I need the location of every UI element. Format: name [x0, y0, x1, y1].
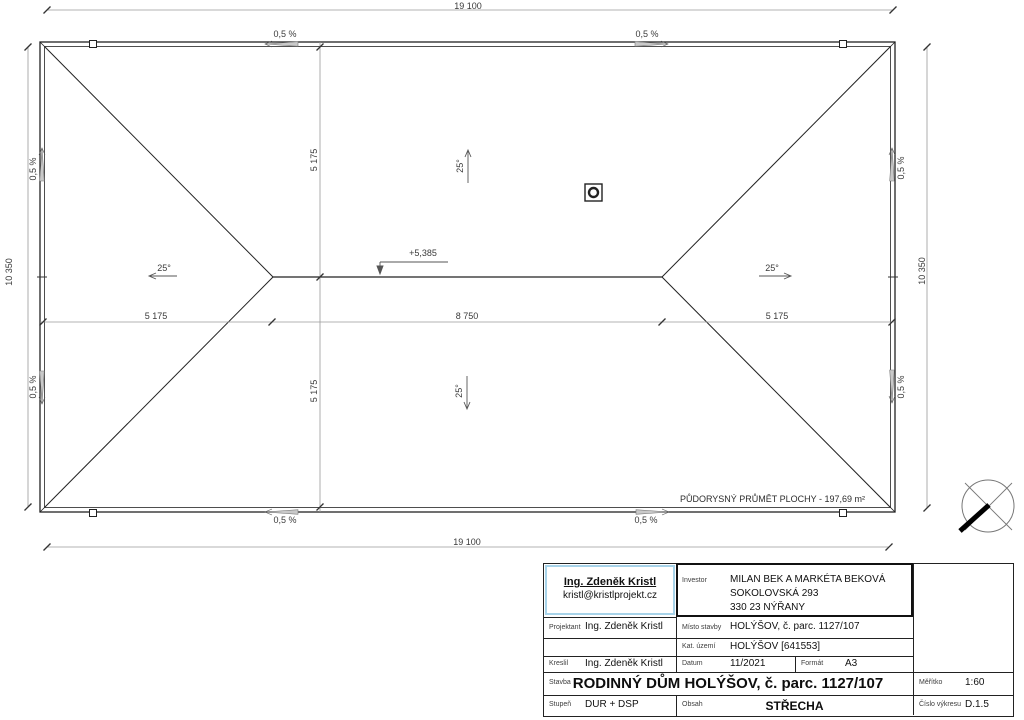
obsah-label: Obsah: [682, 701, 703, 708]
gutter-slope-top-left: 0,5 %: [273, 29, 297, 39]
misto-stavby-label: Místo stavby: [682, 624, 722, 631]
gutter-slope-right-upper: 0,5 %: [896, 156, 906, 180]
roof-slope-down: 25°: [454, 384, 464, 398]
dimension-lines: [28, 10, 927, 547]
dim-total-height-right: 10 350: [917, 257, 927, 285]
dim-half-span-lower: 5 175: [309, 379, 319, 403]
cislo-vykresu-label: Číslo výkresu: [919, 701, 962, 708]
company-email: kristl@kristlprojekt.cz: [562, 590, 658, 601]
stavba-value: RODINNÝ DŮM HOLÝŠOV, č. parc. 1127/107: [572, 675, 884, 692]
investor-name: MILAN BEK A MARKÉTA BEKOVÁ: [730, 574, 886, 585]
gutter-slope-left-upper: 0,5 %: [28, 157, 38, 181]
dim-half-span-left: 5 175: [144, 311, 168, 321]
north-arrow-icon: [960, 480, 1014, 532]
dim-half-span-right: 5 175: [765, 311, 789, 321]
investor-city: 330 23 NÝŘANY: [730, 602, 806, 613]
tb-grid-line: [543, 672, 1013, 673]
projektant-value: Ing. Zdeněk Kristl: [585, 621, 663, 632]
misto-stavby-value: HOLÝŠOV, č. parc. 1127/107: [730, 621, 860, 632]
tb-grid-line: [543, 656, 913, 657]
plan-area-note: PŮDORYSNÝ PRŮMĚT PLOCHY - 197,69 m²: [679, 494, 865, 504]
gutter-slope-right-lower: 0,5 %: [896, 375, 906, 399]
kat-uzemi-value: HOLÝŠOV [641553]: [730, 641, 821, 652]
tb-grid-line: [676, 617, 677, 672]
meritko-label: Měřítko: [919, 679, 943, 686]
kreslil-label: Kreslil: [549, 660, 569, 667]
dimension-ticks: [25, 7, 931, 551]
stavba-label: Stavba: [549, 679, 571, 686]
ridge-level-label: +5,385: [409, 248, 437, 258]
roof-slope-left: 25°: [157, 263, 171, 273]
obsah-value: STŘECHA: [765, 699, 824, 713]
tb-grid-line: [795, 656, 796, 672]
stupen-value: DUR + DSP: [585, 699, 639, 710]
gutter-arrows: [39, 41, 895, 515]
gutter-slope-left-lower: 0,5 %: [28, 375, 38, 399]
stupen-label: Stupeň: [549, 701, 572, 708]
kat-uzemi-label: Kat. území: [682, 643, 716, 650]
meritko-value: 1:60: [965, 677, 985, 688]
tb-grid-line: [543, 638, 913, 639]
dim-total-width-bottom: 19 100: [453, 537, 481, 547]
company-name: Ing. Zdeněk Kristl: [563, 576, 657, 588]
slope-arrows: [149, 150, 791, 409]
roof-slope-right: 25°: [765, 263, 779, 273]
datum-value: 11/2021: [730, 658, 766, 669]
dim-half-span-upper: 5 175: [309, 148, 319, 172]
tb-grid-line: [913, 563, 914, 715]
downspout-markers: [90, 41, 847, 517]
dim-total-height-left: 10 350: [4, 258, 14, 286]
tb-grid-line: [543, 695, 1013, 696]
tb-grid-line: [543, 617, 676, 618]
datum-label: Datum: [682, 660, 703, 667]
dim-ridge-length: 8 750: [455, 311, 479, 321]
dim-total-width-top: 19 100: [454, 1, 482, 11]
format-label: Formát: [801, 660, 824, 667]
cislo-vykresu-value: D.1.5: [965, 699, 989, 710]
investor-label: Investor: [682, 577, 707, 584]
gutter-slope-top-right: 0,5 %: [635, 29, 659, 39]
chimney-vent-icon: [585, 184, 602, 201]
gutter-slope-bottom-left: 0,5 %: [273, 515, 297, 525]
ridge-level-leader: [377, 262, 448, 274]
gutter-slope-bottom-right: 0,5 %: [634, 515, 658, 525]
format-value: A3: [845, 658, 858, 669]
projektant-label: Projektant: [549, 624, 581, 631]
investor-street: SOKOLOVSKÁ 293: [730, 588, 819, 599]
kreslil-value: Ing. Zdeněk Kristl: [585, 658, 663, 669]
roof-slope-up: 25°: [455, 159, 465, 173]
hip-ridge-lines: [45, 47, 891, 508]
